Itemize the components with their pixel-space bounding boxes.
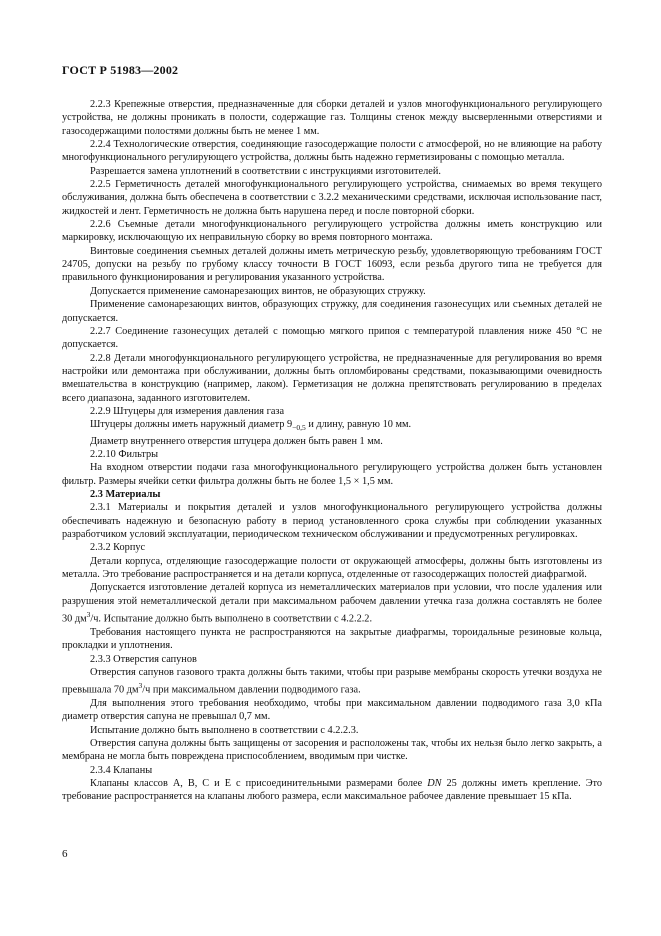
- paragraph: 2.2.3 Крепежные отверстия, предназначенные для сборки деталей и узлов многофункционального регулирующего устройства, не должны проникать в полости, содержащие газ. Толщины стенок между высверленными отверстиями и газосодержащими полостями должны быть не менее 1 мм.: [62, 99, 602, 137]
- document-body: [62, 98, 602, 804]
- paragraph: [62, 581, 602, 625]
- paragraph: 2.3.2 Корпус: [90, 542, 146, 554]
- paragraph-text: 25 должны иметь крепление. Это требование распространяется на клапаны любого размера, если максимальное рабочее давление превышает 15 кПа.: [62, 778, 603, 803]
- paragraph: Отверстия сапуна должны быть защищены от засорения и расположены так, чтобы их нельзя было легко закрыть, а мембрана не могла быть повреждена приспособлением, вводимым при чистке.: [62, 738, 602, 763]
- paragraph: 2.2.5 Герметичность деталей многофункционального регулирующего устройства, снимаемых во время текущего обслуживания, должна быть обеспечена в соответствии с 3.2.2 механическими средствами, исключая использование паст, жидкостей и лент. Герметичность не должна быть нарушена перед и после повторной сборки.: [62, 179, 602, 217]
- paragraph: Требования настоящего пункта не распространяются на закрытые диафрагмы, тороидальные резиновые кольца, прокладки и уплотнения.: [62, 626, 602, 652]
- paragraph: 2.2.4 Технологические отверстия, соединяющие газосодержащие полости с атмосферой, но не влияющие на работу многофункционального регулирующего устройства, должны быть надежно герметизированы с помощью металла.: [62, 139, 602, 164]
- paragraph: Винтовые соединения съемных деталей должны иметь метрическую резьбу, удовлетворяющую требованиям ГОСТ 24705, допуски на резьбу по грубому классу точности В ГОСТ 16093, если резьба другого типа не требуется для правильного функционирования и регулирования указанного устройства.: [62, 245, 602, 284]
- page-number: 6: [62, 848, 68, 860]
- section-heading: 2.3 Материалы: [90, 489, 161, 501]
- paragraph: 2.3.1 Материалы и покрытия деталей и узлов многофункционального регулирующего устройства должны обеспечивать надежную и безопасную работу в период установленного срока службы при соблюдении указанных разработчиком условий эксплуатации, периодическом техническом обслуживании и предусмотренных регулировках.: [62, 502, 602, 541]
- paragraph: 2.2.9 Штуцеры для измерения давления газа: [90, 405, 285, 417]
- paragraph: [62, 418, 602, 434]
- paragraph: 2.2.7 Соединение газонесущих деталей с помощью мягкого припоя с температурой плавления ниже 450 °С не допускается.: [62, 325, 602, 351]
- paragraph: Испытание должно быть выполнено в соответствии с 4.2.2.3.: [90, 724, 359, 736]
- paragraph: Детали корпуса, отделяющие газосодержащие полости от окружающей атмосферы, должны быть изготовлены из металла. Это требование распространяется и на детали корпуса, отделенные от газосодержащих полостей диафрагмой.: [62, 555, 602, 581]
- paragraph: На входном отверстии подачи газа многофункционального регулирующего устройства должен быть установлен фильтр. Размеры ячейки сетки фильтра должны быть не более 1,5 × 1,5 мм.: [62, 462, 602, 487]
- paragraph: Применение самонарезающих винтов, образующих стружку, для соединения газонесущих или съемных деталей не допускается.: [62, 299, 602, 324]
- paragraph-text: Допускается изготовление деталей корпуса из неметаллических материалов при условии, что после удаления или разрушения этой неметаллической детали при максимальном рабочем давлении утечка газа должна составлять не более 30 дм: [62, 582, 602, 625]
- paragraph-text: Штуцеры должны иметь наружный диаметр 9: [90, 419, 293, 431]
- unit-superscript: 3: [138, 681, 143, 691]
- paragraph: 2.3.3 Отверстия сапунов: [90, 653, 197, 665]
- nominal-diameter-symbol: DN: [427, 778, 442, 790]
- tolerance-subscript: −0,5: [292, 423, 306, 433]
- paragraph-text: Клапаны классов А, В, С и Е с присоединительными размерами более: [90, 778, 428, 790]
- paragraph: [62, 777, 602, 804]
- paragraph: [62, 666, 602, 697]
- paragraph: Диаметр внутреннего отверстия штуцера должен быть равен 1 мм.: [90, 435, 383, 447]
- paragraph: 2.2.10 Фильтры: [90, 448, 159, 460]
- paragraph: Разрешается замена уплотнений в соответствии с инструкциями изготовителей.: [90, 165, 441, 177]
- paragraph-text: /ч. Испытание должно быть выполнено в соответствии с 4.2.2.2.: [90, 613, 373, 625]
- paragraph: Допускается применение самонарезающих винтов, не образующих стружку.: [90, 285, 426, 297]
- unit-superscript: 3: [86, 610, 91, 620]
- paragraph: Для выполнения этого требования необходимо, чтобы при максимальном давлении подводимого газа 3,0 кПа диаметр отверстия сапуна не превышал 0,7 мм.: [62, 698, 602, 723]
- document-header: ГОСТ Р 51983—2002: [62, 63, 179, 77]
- paragraph: 2.3.4 Клапаны: [90, 764, 153, 776]
- paragraph: 2.2.6 Съемные детали многофункционального регулирующего устройства должны иметь конструкцию или маркировку, исключающую их неправильную сборку во время повторного монтажа.: [62, 219, 602, 244]
- paragraph-text: /ч при максимальном давлении подводимого газа.: [142, 684, 361, 696]
- paragraph-text: Отверстия сапунов газового тракта должны быть такими, чтобы при разрыве мембраны скорость утечки воздуха не превышала 70 дм: [62, 666, 602, 696]
- paragraph-text: и длину, равную 10 мм.: [305, 419, 412, 431]
- paragraph: 2.2.8 Детали многофункционального регулирующего устройства, не предназначенные для регулирования во время настройки или демонтажа при обслуживании, должны быть опломбированы средствами, показывающими очевидность вмешательства в конструкцию (например, лаком). Герметизация не должна препятствовать регулированию в пределах всего диапазона, заданного изготовителем.: [62, 352, 602, 404]
